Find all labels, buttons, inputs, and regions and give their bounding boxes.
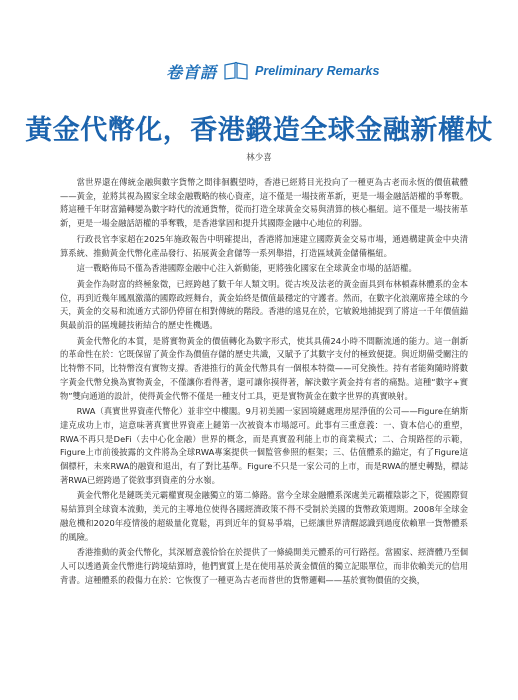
paragraph: 這一戰略佈局不僅為香港國際金融中心注入新動能，更將強化國家在全球黃金市場的話語權。 [76,263,417,274]
open-book-icon [223,61,249,81]
article-author: 林少喜 [246,153,272,163]
paragraph: RWA（真實世界資產代幣化）並非空中樓閣。9月初美國一家固境鏈處理房屋淨值的公司——Figure在納斯達克成功上市，這意味著真實世界資產上鏈第一次被資本市場認可。此事有三重意義：一、資本信心的重塑，RWA不再只是DeFi（去中心化金融）世界的概念，而是真實盈利能上市的商業模式；二、合規路徑的示範，Figure上市前後披露的文件將為全球RWA專案提供一個監管參照的框架；三、估值體系的錨定，有了Figure這個標杆，未來RWA的融資和退出，有了對比基準。Figure不只是一家公司的上市，而是RWA的歷史轉點，標誌著RWA已經跨過了從敘事到資產的分水嶺。 [60,406,468,485]
paragraph: 當世界還在傳統金融與數字貨幣之間徘徊觀望時，香港已經將目光投向了一種更為古老而永恆的價值載體——黃金，並將其視為國家全球金融戰略的核心資產，這不僅是一場技術革新，更是一場金融話語權的爭奪戰。將這種千年財富錨轉變為數字時代的流通貨幣，從而打造全球黃金交易與清算的核心樞紐。這不僅是一場技術革新，更是一場金融話語權的爭奪戰，是香港掌固和提升其國際金融中心地位的利器。 [60,177,468,229]
article-body [60,176,468,589]
paragraph: 香港推動的黃金代幣化，其深層意義恰恰在於提供了一條繞開美元體系的可行路徑。當國家、經濟體乃至個人可以透過黃金代幣進行跨境結算時，他們實質上是在使用基於黃金價值的獨立記賬單位，而非依賴美元的信用背書。這種體系的殺傷力在於：它恢復了一種更為古老而普世的貨幣邏輯——基於實物價值的交換， [60,547,468,585]
paragraph: 黃金作為財富的終極象徵，已經跨越了數千年人類文明。從古埃及法老的黃金面具到布林頓森林體系的金本位，再到近幾年鳳凰激蕩的國際政經舞台，黃金始終是價值最穩定的守護者。然而，在數字化浪潮席捲全球的今天，黃金的交易和流通方式卻仍停留在相對傳統的階段。香港的遠見在於，它敏銳地捕捉到了將這一千年價值錨與最前沿的區塊鏈技術結合的歷史性機遇。 [60,278,468,331]
section-header [166,60,379,82]
article-title: 黃金代幣化，香港鍛造全球金融新權杖 [25,115,493,146]
section-kicker: 卷首語 [166,62,218,82]
section-english-title: Preliminary Remarks [255,64,380,78]
paragraph: 黃金代幣化的本質，是將實物黃金的價值轉化為數字形式，使其具備24小時不間斷流通的能力。這一創新的革命性在於：它既保留了黃金作為價值存儲的歷史共識，又賦予了其數字支付的極致便捷。與近期備受關注的比特幣不同，比特幣沒有實物支撐。香港推行的黃金代幣具有一個根本特徵——可兌換性。持有者能夠隨時將數字黃金代幣兌換為實物黃金，不僅讓你看得著，還可讓你摸得著，解決數字黃金持有者的痛點。這種“數字+實物”雙向通道的設計，使得黃金代幣不僅是一種支付工具，更是實物黃金在數字世界的真實映射。 [60,335,468,401]
paragraph: 行政長官李家超在2025年施政報告中明確提出，香港將加速建立國際黃金交易市場，通過構建黃金中央清算系統、推動黃金代幣化產品發行、拓展黃金倉儲等一系列舉措，打造區域黃金儲備樞紐。 [60,233,468,258]
paragraph: 黃金代幣化是鏈既美元霸權實現金融獨立的第二條路。當今全球金融體系深處美元霸權陰影之下，從國際貿易結算到全球資本流動，美元的主導地位使得各國經濟政策不得不受制於美國的貨幣政策週期。2008年全球金融危機和2020年疫情後的超級量化寬鬆，再到近年的貿易爭端，已經讓世界清醒認識到過度依賴單一貨幣體系的風險。 [60,490,468,542]
